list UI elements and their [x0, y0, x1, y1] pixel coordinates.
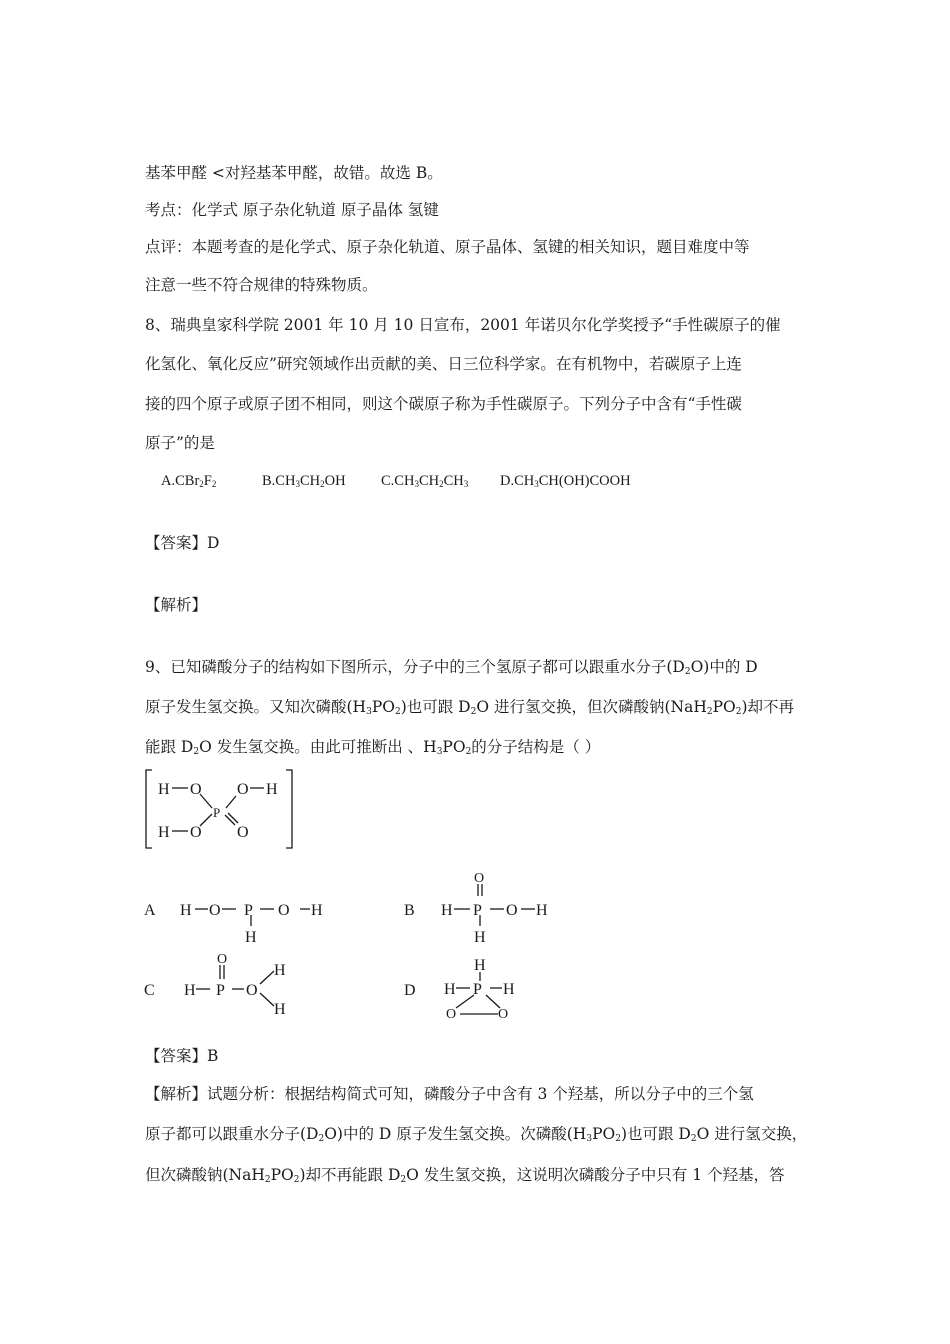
option-c-letter: C [144, 982, 155, 999]
atom-o: O [246, 982, 258, 999]
atom-p: P [473, 902, 482, 919]
atom-h: H [245, 929, 257, 946]
q9-stem-line2: 原子发生氢交换。又知次磷酸$(H_3PO_2)$也可跟 $D_2O$ 进行氢交换，但次磷酸钠$(NaH_2PO_2)$却不再 [145, 698, 795, 717]
q9-analysis-line2: 原子都可以跟重水分子$(D_2O)$中的 D 原子发生氢交换。次磷酸$(H_3PO_2)$也可跟 $D_2O$ 进行氢交换， [145, 1125, 808, 1144]
dianping-line: 点评：本题考查的是化学式、原子杂化轨道、原子晶体、氢键的相关知识，题目难度中等 [145, 238, 750, 256]
kaodian-line: 考点：化学式 原子杂化轨道 原子晶体 氢键 [145, 201, 439, 219]
q8-option-d: $D.CH_3CH(OH)COOH$ [500, 473, 631, 489]
q8-stem-line2: 化氢化、氧化反应”研究领域作出贡献的美、日三位科学家。在有机物中，若碳原子上连 [145, 355, 742, 373]
q9-analysis-line3: 但次磷酸钠$(NaH_2PO_2)$却不再能跟 $D_2O$ 发生氢交换，这说明次磷酸分子中只有 1 个羟基，答 [145, 1166, 785, 1185]
atom-h: H [184, 982, 196, 999]
atom-p: P [216, 982, 225, 999]
atom-h: H [180, 902, 192, 919]
atom-h: H [441, 902, 453, 919]
option-d-letter: D [404, 982, 416, 999]
q8-stem-line3: 接的四个原子或原子团不相同，则这个碳原子称为手性碳原子。下列分子中含有“手性碳 [145, 395, 742, 413]
q9-stem-line1: 9、已知磷酸分子的结构如下图所示，分子中的三个氢原子都可以跟重水分子$(D_2O)$中的 D [145, 658, 758, 677]
atom-o: O [237, 824, 249, 841]
atom-o: O [190, 824, 202, 841]
q8-stem-line1: 8、瑞典皇家科学院 2001 年 10 月 10 日宣布，2001 年诺贝尔化学奖授予“手性碳原子的催 [145, 316, 781, 334]
q8-option-a: $A.CBr_2F_2$ [161, 473, 217, 489]
atom-o: O [498, 1007, 509, 1018]
atom-p: P [244, 902, 253, 919]
atom-o: O [217, 952, 228, 967]
q8-stem-line4: 原子”的是 [145, 434, 215, 452]
atom-h: H [266, 781, 278, 798]
q8-option-b: $B.CH_3CH_2OH$ [262, 473, 346, 489]
atom-p: P [473, 981, 482, 998]
q8-analysis: 【解析】 [145, 596, 208, 614]
atom-h: H [503, 981, 515, 998]
q9-stem-line3: 能跟 $D_2O$ 发生氢交换。由此可推断出 、$H_3PO_2$的分子结构是（ ） [145, 738, 601, 757]
atom-o: O [190, 781, 202, 798]
atom-h: H [274, 962, 286, 979]
dianping-line-cont: 注意一些不符合规律的特殊物质。 [145, 276, 378, 294]
q8-option-c: $C.CH_3CH_2CH_3$ [381, 473, 469, 489]
q9-option-structures [140, 868, 580, 1018]
atom-o: O [506, 902, 518, 919]
phosphoric-acid-structure [140, 768, 300, 852]
atom-o: O [237, 781, 249, 798]
q9-answer: 【答案】B [145, 1047, 219, 1065]
atom-h: H [474, 957, 486, 974]
q9-analysis-line1: 【解析】试题分析：根据结构简式可知，磷酸分子中含有 3 个羟基，所以分子中的三个氢 [145, 1085, 754, 1103]
atom-h: H [474, 929, 486, 946]
atom-h: H [311, 902, 323, 919]
atom-h: H [444, 981, 456, 998]
atom-o: O [209, 902, 221, 919]
atom-o: O [474, 871, 485, 886]
atom-p: P [213, 805, 221, 820]
q8-answer: 【答案】D [145, 534, 220, 552]
atom-h: H [158, 824, 170, 841]
text-line: 基苯甲醛 <对羟基苯甲醛，故错。故选 B。 [145, 164, 443, 182]
atom-h: H [158, 781, 170, 798]
option-b-letter: B [404, 902, 415, 919]
atom-h: H [274, 1001, 286, 1018]
atom-o: O [446, 1007, 457, 1018]
atom-o: O [278, 902, 290, 919]
atom-h: H [536, 902, 548, 919]
option-a-letter: A [144, 902, 156, 919]
